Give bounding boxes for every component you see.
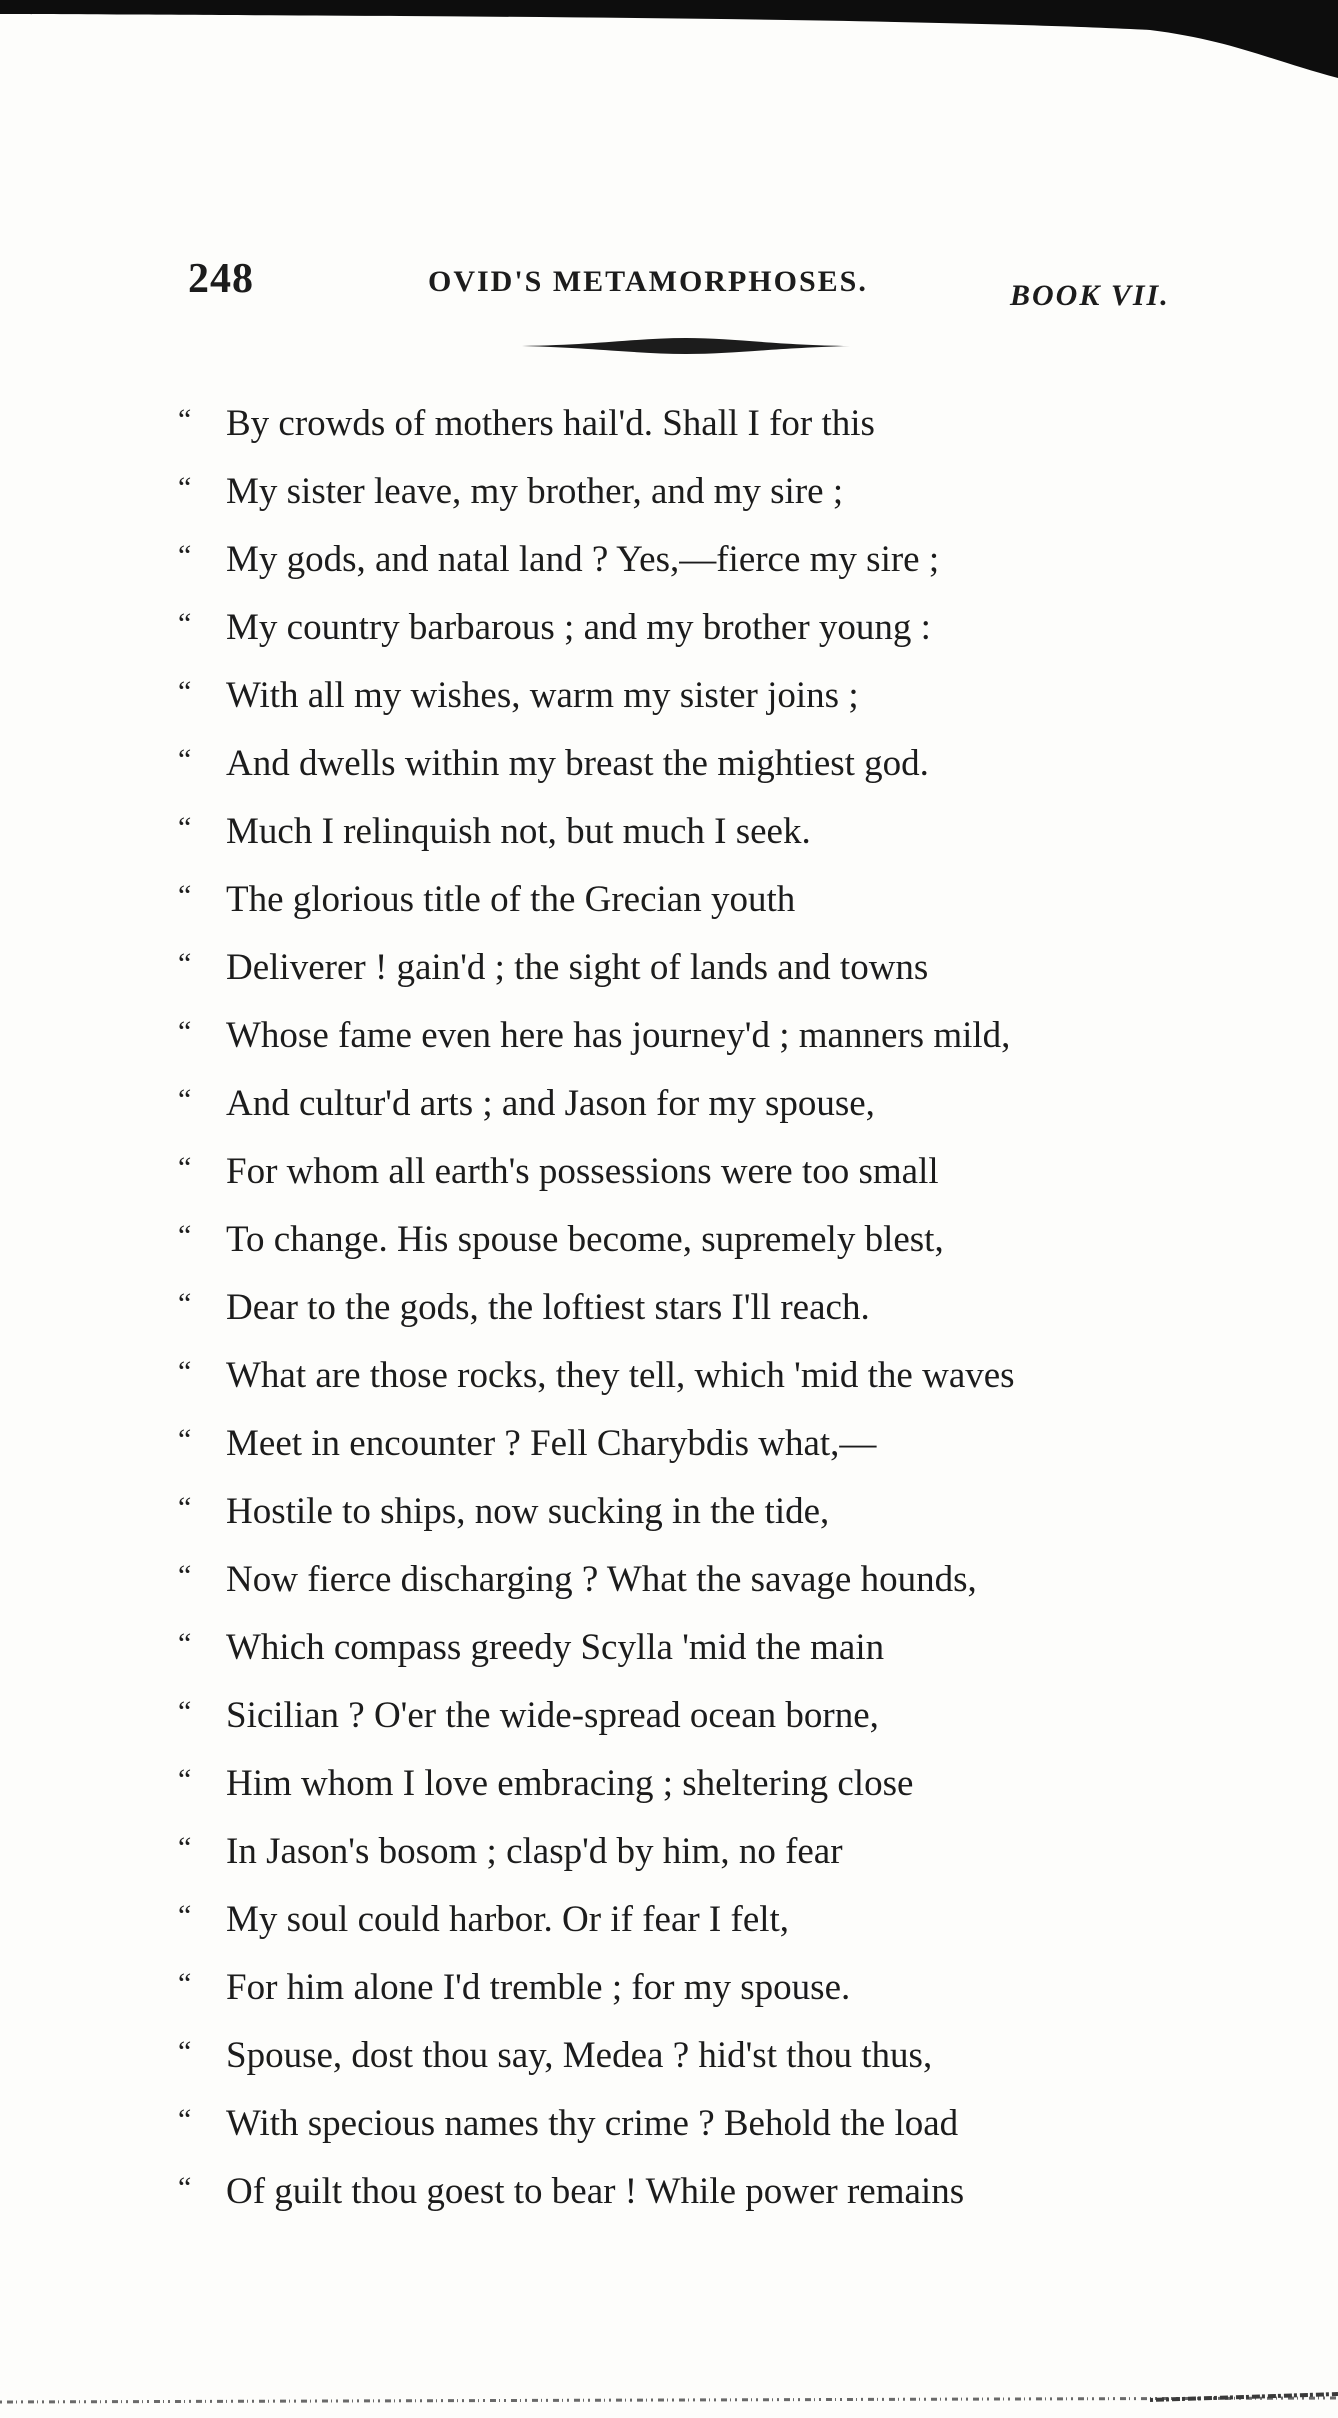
quote-mark: “ [178, 1695, 192, 1728]
quote-mark: “ [178, 1423, 192, 1456]
verse-line-text: Meet in encounter ? Fell Charybdis what,— [226, 1423, 877, 1464]
verse-line [178, 1682, 1238, 1750]
verse-line-text: Him whom I love embracing ; sheltering close [226, 1763, 914, 1804]
verse-line [178, 1410, 1238, 1478]
verse-line [178, 1478, 1238, 1546]
verse-line [178, 1070, 1238, 1138]
page-header [0, 255, 1338, 315]
verse-line [178, 1886, 1238, 1954]
quote-mark: “ [178, 1083, 192, 1116]
verse-line-text: To change. His spouse become, supremely blest, [226, 1219, 944, 1260]
quote-mark: “ [178, 1219, 192, 1252]
verse-line [178, 798, 1238, 866]
verse-line-text: With all my wishes, warm my sister joins ; [226, 675, 859, 716]
verse-line-text: Much I relinquish not, but much I seek. [226, 811, 811, 852]
verse-line [178, 2158, 1238, 2226]
verse-line-text: What are those rocks, they tell, which 'mid the waves [226, 1355, 1015, 1396]
verse-line [178, 1342, 1238, 1410]
verse-line [178, 1138, 1238, 1206]
verse-line-text: Now fierce discharging ? What the savage hounds, [226, 1559, 977, 1600]
verse-block [178, 390, 1238, 2226]
quote-mark: “ [178, 1627, 192, 1660]
quote-mark: “ [178, 403, 192, 436]
verse-line [178, 594, 1238, 662]
verse-line [178, 1206, 1238, 1274]
quote-mark: “ [178, 675, 192, 708]
verse-line-text: And cultur'd arts ; and Jason for my spouse, [226, 1083, 875, 1124]
verse-line [178, 662, 1238, 730]
verse-line [178, 2022, 1238, 2090]
verse-line-text: Dear to the gods, the loftiest stars I'll reach. [226, 1287, 870, 1328]
quote-mark: “ [178, 743, 192, 776]
verse-line-text: Sicilian ? O'er the wide-spread ocean borne, [226, 1695, 879, 1736]
scan-top-edge [0, 0, 1338, 90]
quote-mark: “ [178, 1967, 192, 2000]
verse-line [178, 526, 1238, 594]
header-rule-ornament [518, 334, 854, 358]
verse-line [178, 2090, 1238, 2158]
quote-mark: “ [178, 607, 192, 640]
quote-mark: “ [178, 2035, 192, 2068]
scan-bottom-edge [0, 2388, 1338, 2418]
quote-mark: “ [178, 1831, 192, 1864]
verse-line [178, 458, 1238, 526]
verse-line-text: For him alone I'd tremble ; for my spouse. [226, 1967, 851, 2008]
verse-line-text: The glorious title of the Grecian youth [226, 879, 796, 920]
quote-mark: “ [178, 1899, 192, 1932]
running-title: OVID'S METAMORPHOSES. [428, 265, 868, 298]
quote-mark: “ [178, 1287, 192, 1320]
verse-line [178, 1002, 1238, 1070]
verse-line-text: With specious names thy crime ? Behold the load [226, 2103, 959, 2144]
verse-line-text: Spouse, dost thou say, Medea ? hid'st thou thus, [226, 2035, 933, 2076]
verse-line-text: For whom all earth's possessions were too small [226, 1151, 939, 1192]
page-number: 248 [188, 256, 254, 302]
quote-mark: “ [178, 539, 192, 572]
verse-line-text: In Jason's bosom ; clasp'd by him, no fear [226, 1831, 843, 1872]
quote-mark: “ [178, 947, 192, 980]
verse-line [178, 1750, 1238, 1818]
verse-line-text: My sister leave, my brother, and my sire ; [226, 471, 844, 512]
verse-line [178, 1818, 1238, 1886]
quote-mark: “ [178, 811, 192, 844]
verse-line [178, 1614, 1238, 1682]
verse-line-text: Of guilt thou goest to bear ! While power remains [226, 2171, 965, 2212]
verse-line-text: My soul could harbor. Or if fear I felt, [226, 1899, 790, 1940]
verse-line [178, 1274, 1238, 1342]
verse-line-text: My country barbarous ; and my brother young : [226, 607, 931, 648]
verse-line [178, 934, 1238, 1002]
quote-mark: “ [178, 2171, 192, 2204]
verse-line-text: Deliverer ! gain'd ; the sight of lands and towns [226, 947, 929, 988]
quote-mark: “ [178, 879, 192, 912]
quote-mark: “ [178, 1355, 192, 1388]
verse-line-text: My gods, and natal land ? Yes,—fierce my sire ; [226, 539, 940, 580]
quote-mark: “ [178, 1491, 192, 1524]
verse-line [178, 1954, 1238, 2022]
verse-line-text: Which compass greedy Scylla 'mid the main [226, 1627, 885, 1668]
quote-mark: “ [178, 1559, 192, 1592]
book-label: BOOK VII. [1010, 279, 1170, 312]
verse-line-text: And dwells within my breast the mightiest god. [226, 743, 929, 784]
verse-line [178, 1546, 1238, 1614]
quote-mark: “ [178, 1015, 192, 1048]
verse-line [178, 866, 1238, 934]
quote-mark: “ [178, 1151, 192, 1184]
verse-line-text: By crowds of mothers hail'd. Shall I for this [226, 403, 875, 444]
quote-mark: “ [178, 1763, 192, 1796]
quote-mark: “ [178, 2103, 192, 2136]
verse-line-text: Hostile to ships, now sucking in the tide, [226, 1491, 830, 1532]
verse-line-text: Whose fame even here has journey'd ; manners mild, [226, 1015, 1011, 1056]
quote-mark: “ [178, 471, 192, 504]
verse-line [178, 390, 1238, 458]
verse-line [178, 730, 1238, 798]
